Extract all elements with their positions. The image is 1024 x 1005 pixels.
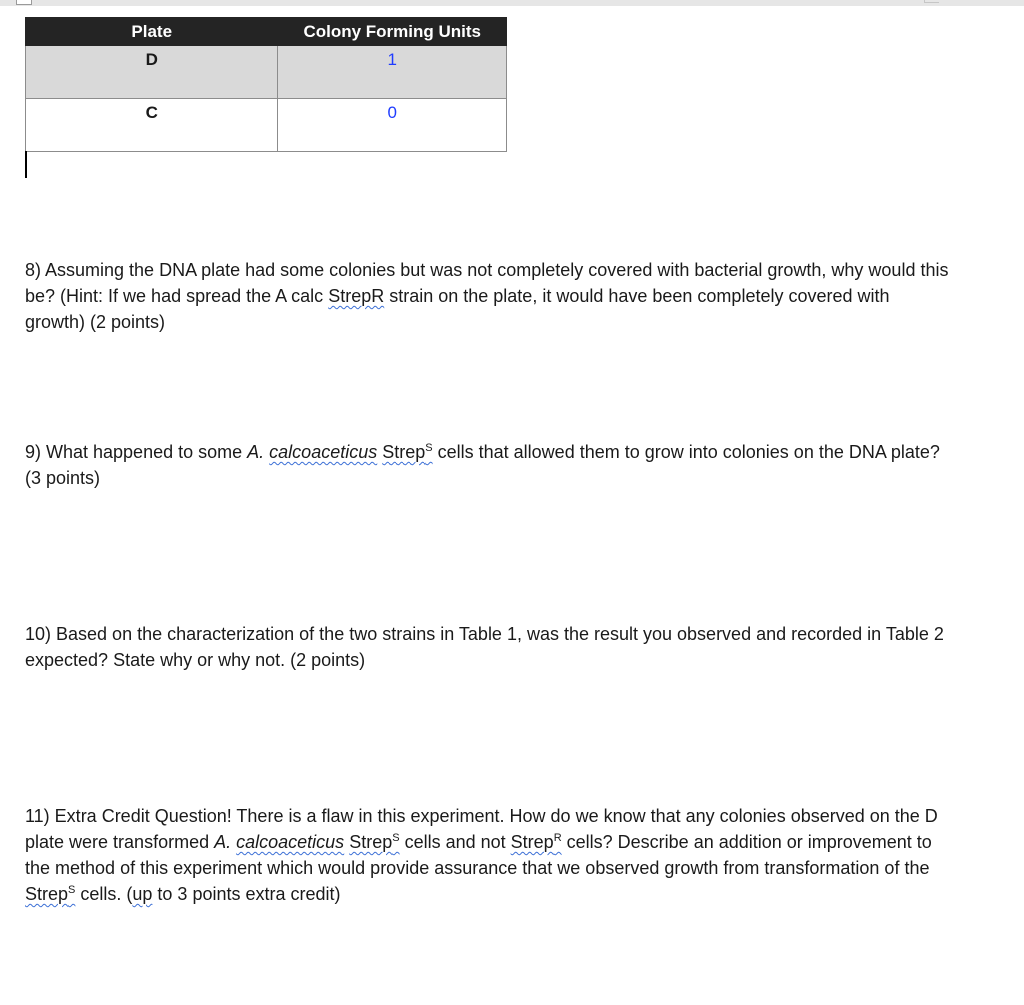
header-colony-forming-units: Colony Forming Units <box>278 18 507 46</box>
strep-word[interactable]: Strep$^R$ <box>510 832 562 852</box>
plate-cell[interactable]: C <box>26 99 278 152</box>
results-table <box>25 17 507 152</box>
spellcheck-word[interactable]: up <box>132 884 153 904</box>
question-11[interactable]: 11) Extra Credit Question! There is a flaw in this experiment. How do we know that any colonies observed on the D plate were transformed A. calcoaceticus Strep$^S$ cells and not Strep$^R$ cells? Describe an addition or improvement to the method of this experiment which would provide assurance that we observed growth from transformation of the Strep$^S$ cells. (up to 3 points extra credit) <box>25 806 943 904</box>
strep-word[interactable]: Strep$^S$ <box>382 442 433 462</box>
question-8[interactable]: 8) Assuming the DNA plate had some colonies but was not completely covered with bacterial growth, why would this be? (Hint: If we had spread the A calc StrepR strain on the plate, it would have been completely covered with growth) (2 points) <box>25 260 954 332</box>
genus-text: A. <box>214 832 232 852</box>
table-row <box>26 46 507 99</box>
spellcheck-word[interactable]: StrepR <box>328 286 385 306</box>
strep-word[interactable]: Strep$^S$ <box>349 832 400 852</box>
table-row <box>26 99 507 152</box>
species-text[interactable]: calcoaceticus <box>269 442 378 462</box>
plate-cell[interactable]: D <box>26 46 278 99</box>
species-text[interactable]: calcoaceticus <box>236 832 345 852</box>
strep-word[interactable]: Strep$^S$ <box>25 884 76 904</box>
text-boundary-mark-right <box>924 0 939 3</box>
cfu-cell[interactable]: 1 <box>278 46 507 99</box>
genus-text: A. <box>247 442 265 462</box>
ruler-bar <box>0 0 1024 6</box>
text-boundary-mark-left <box>16 0 32 5</box>
header-plate: Plate <box>26 18 278 46</box>
cfu-cell[interactable]: 0 <box>278 99 507 152</box>
question-10[interactable]: 10) Based on the characterization of the two strains in Table 1, was the result you observed and recorded in Table 2 expected? State why or why not. (2 points) <box>25 624 949 670</box>
question-9[interactable]: 9) What happened to some A. calcoaceticus Strep$^S$ cells that allowed them to grow into colonies on the DNA plate? (3 points) <box>25 442 945 488</box>
table-header-row <box>26 18 507 46</box>
text-cursor <box>25 151 27 178</box>
